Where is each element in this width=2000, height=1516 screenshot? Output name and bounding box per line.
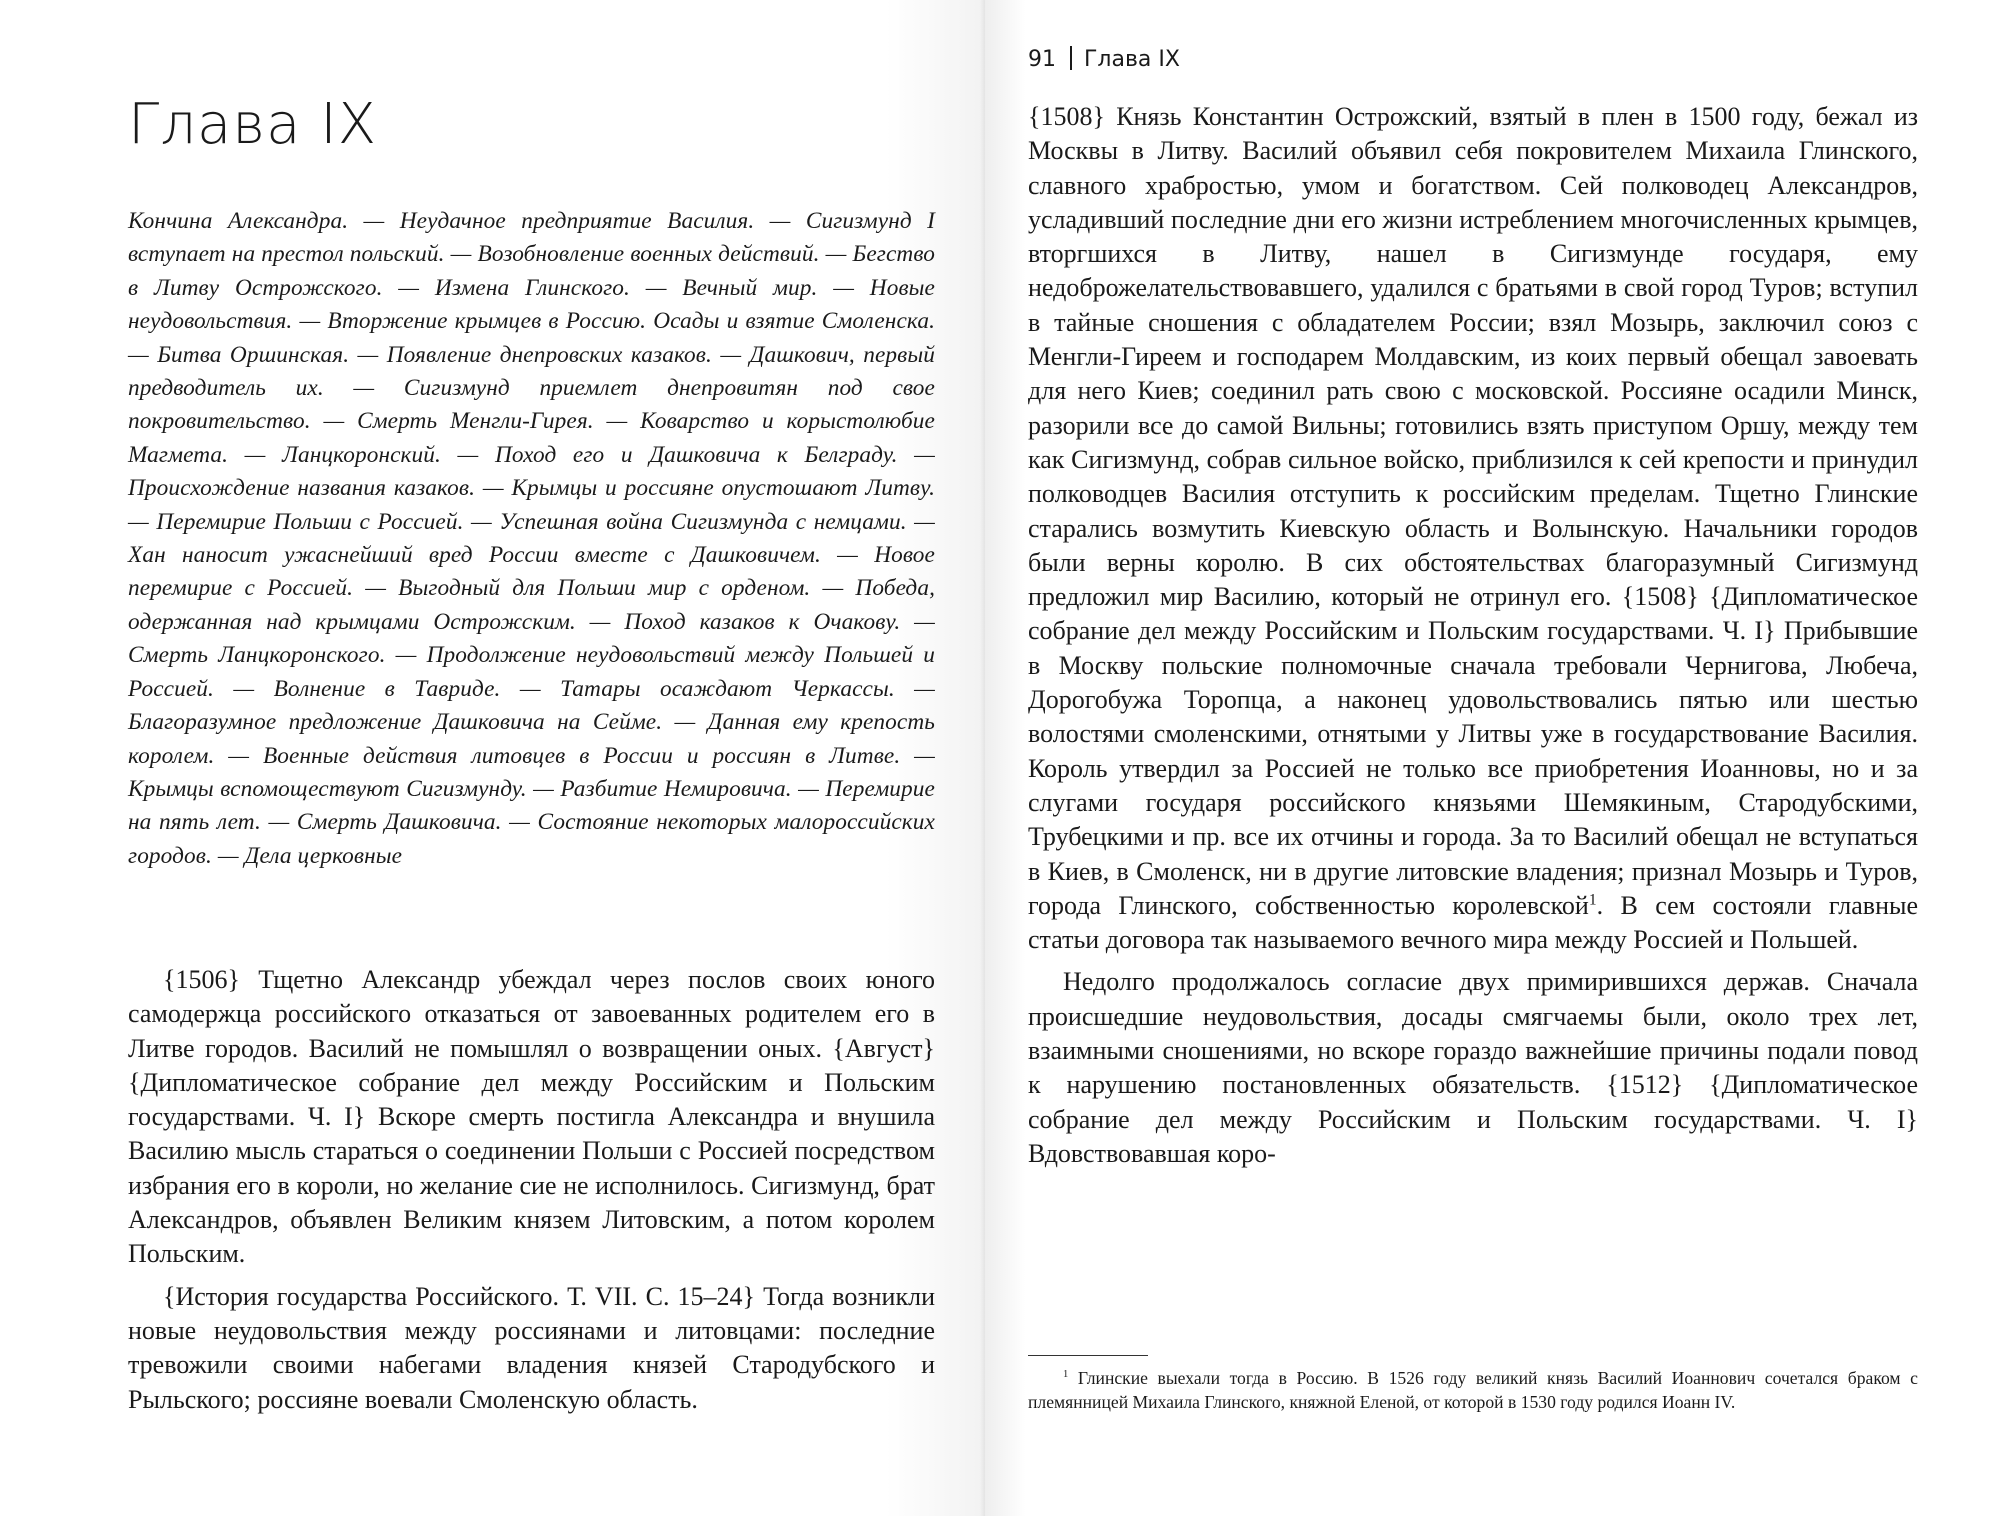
page-number: 91: [1028, 47, 1056, 72]
left-page-body: [128, 963, 935, 1425]
chapter-title: Глава IX: [128, 92, 378, 157]
body-paragraph: Недолго продолжалось согласие двух примирившихся держав. Сначала происшедшие неудовольствия, досады смягчаемы были, около трех лет, взаимными сношениями, но вскоре гораздо важнейшие причины подали повод к нарушению постановленных обязательств. {1512} {Дипломатическое собрание дел между Российским и Польским государствами. Ч. I} Вдовствовавшая коро-: [1028, 967, 1918, 1168]
running-head-chapter: Глава IX: [1084, 47, 1180, 72]
footnote-number: 1: [1063, 1369, 1069, 1381]
chapter-summary: Кончина Александра. — Неудачное предприятие Василия. — Сигизмунд I вступает на престол польский. — Возобновление военных действий. — Бегство в Литву Острожского. — Измена Глинского. — Вечный мир. — Новые неудовольствия. — Вторжение крымцев в Россию. Осады и взятие Смоленска. — Битва Оршинская. — Появление днепровских казаков. — Дашкович, первый предводитель их. — Сигизмунд приемлет днепровитян под свое покровительство. — Смерть Менгли-Гирея. — Коварство и корыстолюбие Магмета. — Ланцкоронский. — Поход его и Дашковича к Белграду. — Происхождение названия казаков. — Крымцы и россияне опустошают Литву. — Перемирие Польши с Россией. — Успешная война Сигизмунда с немцами. — Хан наносит ужаснейший вред России вместе с Дашковичем. — Новое перемирие с Россией. — Выгодный для Польши мир с орденом. — Победа, одержанная над крымцами Острожским. — Поход казаков к Очакову. — Смерть Ланцкоронского. — Продолжение неудовольствий между Польшей и Россией. — Волнение в Тавриде. — Татары осаждают Черкассы. — Благоразумное предложение Дашковича на Сейме. — Данная ему крепость королем. — Военные действия литовцев в России и россиян в Литве. — Крымцы вспомоществуют Сигизмунду. — Разбитие Немировича. — Перемирие на пять лет. — Смерть Дашковича. — Состояние некоторых малороссийских городов. — Дела церковные: [128, 208, 935, 869]
right-page-body: [1028, 100, 1918, 1179]
running-head: [1028, 46, 1180, 72]
footnote: [1028, 1367, 1918, 1414]
body-paragraph: {1506} Тщетно Александр убеждал через послов своих юного самодержца российского отказаться от завоеванных родителем его в Литве городов. Василий не помышлял о возвращении оных. {Август} {Дипломатическое собрание дел между Российским и Польским государствами. Ч. I} Вскоре смерть постигла Александра и внушила Василию мысль стараться о соединении Польши с Россией посредством избрания его в короли, но желание сие не исполнилось. Сигизмунд, брат Александров, объявлен Великим князем Литовским, а потом королем Польским.: [128, 965, 935, 1269]
footnote-marker: 1: [1588, 891, 1597, 909]
paragraph-text: {1508} Князь Константин Острожский, взятый в плен в 1500 году, бежал из Москвы в Литву. Василий объявил себя покровителем Михаила Глинского, славного храбростью, умом и богатством. Сей полководец Александров, усладивший последние дни его жизни истреблением многочисленных крымцев, вторгшихся в Литву, нашел в Сигизмунде государя, ему недоброжелательствовавшего, удалился с братьями в свой город Туров; вступил в тайные сношения с обладателем России; взял Мозырь, заключил союз с Менгли-Гиреем и господарем Молдавским, из коих первый обещал завоевать для него Киев; соединил рать свою с московской. Россияне осадили Минск, разорили все до самой Вильны; готовились взять приступом Оршу, между тем как Сигизмунд, собрав сильное войско, приблизился к сей крепости и принудил полководцев Василия отступить к российским пределам. Тщетно Глинские старались возмутить Киевскую область и Волынскую. Начальники городов были верны королю. В сих обстоятельствах благоразумный Сигизмунд предложил мир Василию, который не отринул его. {1508} {Дипломатическое собрание дел между Российским и Польским государствами. Ч. I} Прибывшие в Москву польские полномочные сначала требовали Чернигова, Любеча, Дорогобужа Торопца, а наконец удовольствовались пятью или шестью волостями смоленскими, отнятыми у Литвы уже в государствование Василия. Король утвердил за Россией не только все приобретения Иоанновы, но и за слугами государя российского князьями Шемякиным, Стародубскими, Трубецкими и пр. все их отчины и города. За то Василий обещал не вступаться в Киев, в Смоленск, ни в другие литовские владения; признал Мозырь и Туров, города Глинского, собственностью королевской: [1028, 102, 1918, 920]
footnote-text: Глинские выехали тогда в Россию. В 1526 году великий князь Василий Иоаннович сочетался браком с племянницей Михаила Глинского, княжной Еленой, от которой в 1530 году родился Иоанн IV.: [1028, 1368, 1918, 1412]
running-head-separator: [1070, 46, 1072, 70]
right-page: [985, 0, 2000, 1516]
paragraph-text: . В сем состояли главные статьи договора так называемого вечного мира между Россией и Польшей.: [1028, 890, 1918, 955]
body-paragraph: [1028, 100, 1918, 957]
left-page: [0, 0, 985, 1516]
body-paragraph: {История государства Российского. Т. VII. С. 15–24} Тогда возникли новые неудовольствия между россиянами и литовцами: последние тревожили своими набегами владения князей Стародубского и Рыльского; россияне воевали Смоленскую область.: [128, 1281, 935, 1414]
footnote-rule: [1028, 1355, 1148, 1356]
